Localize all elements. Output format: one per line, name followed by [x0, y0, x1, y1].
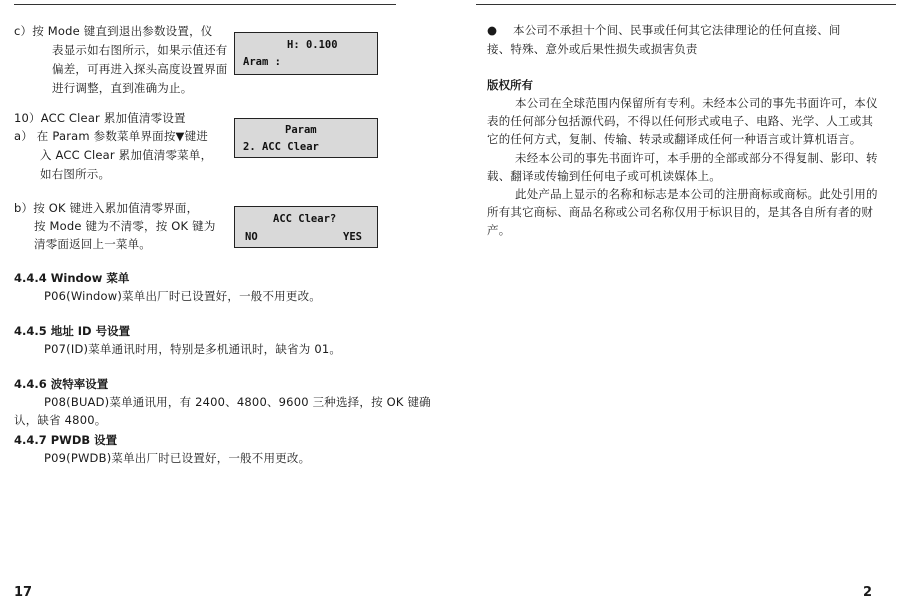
lcd-line-1: ACC Clear? [273, 213, 337, 225]
step-c-line-3: 偏差，可再进入探头高度设置界面 [52, 62, 228, 76]
page-number-left: 17 [14, 585, 33, 600]
section-body-445: P07(ID)菜单通讯时用，特别是多机通讯时，缺省为 01。 [44, 342, 342, 356]
step-c-line-1: c）按 Mode 键直到退出参数设置，仪 [14, 24, 213, 38]
section-heading-446: 4.4.6 波特率设置 [14, 377, 109, 391]
step-b-line-3: 清零面返回上一菜单。 [34, 237, 151, 251]
lcd-line-1: H: 0.100 [287, 39, 338, 51]
section-body-447: P09(PWDB)菜单出厂时已设置好，一般不用更改。 [44, 451, 311, 465]
copyright-para-3-line-2: 所有其它商标、商品名称或公司名称仅用于标识目的，是其各自所有者的财 [487, 205, 874, 219]
copyright-para-1-line-2: 表的任何部分包括源代码，不得以任何形式或电子、电路、光学、人工或其 [487, 114, 874, 128]
disclaimer-line-2: 接、特殊、意外或后果性损失或损害负责 [487, 42, 698, 56]
lcd-display-param [234, 118, 378, 158]
header-rule-left [14, 4, 396, 5]
section-heading-445: 4.4.5 地址 ID 号设置 [14, 324, 131, 338]
step-a-line-3: 如右图所示。 [40, 167, 111, 181]
lcd-line-2: 2. ACC Clear [243, 141, 319, 153]
step-b-line-1: b）按 OK 键进入累加值清零界面， [14, 201, 199, 215]
step-a-line-2: 入 ACC Clear 累加值清零菜单， [40, 148, 213, 162]
copyright-para-1-line-1: 本公司在全球范围内保留所有专利。未经本公司的事先书面许可，本仪 [515, 96, 878, 110]
step-b-line-2: 按 Mode 键为不清零，按 OK 键为 [34, 219, 216, 233]
section-body-446-line-2: 认，缺省 4800。 [14, 413, 107, 427]
step-a-line-1: a） 在 Param 参数菜单界面按▼键进 [14, 129, 208, 143]
lcd-yes-option: YES [343, 231, 362, 243]
disclaimer-line-1: 本公司不承担十个间、民事或任何其它法律理论的任何直接、间 [513, 23, 841, 37]
lcd-line-2: Aram : [243, 56, 281, 68]
section-heading-447: 4.4.7 PWDB 设置 [14, 433, 118, 447]
lcd-line-1: Param [285, 124, 317, 136]
lcd-display-acc-clear [234, 206, 378, 248]
section-heading-444: 4.4.4 Window 菜单 [14, 271, 130, 285]
copyright-heading: 版权所有 [487, 78, 533, 92]
copyright-para-2-line-2: 载、翻译或传输到任何电子或可机读媒体上。 [487, 169, 721, 183]
section-body-446-line-1: P08(BUAD)菜单通讯用，有 2400、4800、9600 三种选择，按 OK 键确 [44, 395, 431, 409]
step-c-line-4: 进行调整，直到准确为止。 [52, 81, 193, 95]
page-number-right: 2 [863, 585, 873, 600]
bullet-icon: ● [487, 23, 498, 37]
copyright-para-1-line-3: 它的任何方式，复制、传输、转录或翻译成任何一种语言或计算机语言。 [487, 132, 862, 146]
copyright-para-3-line-3: 产。 [487, 223, 511, 237]
lcd-no-option: NO [245, 231, 258, 243]
copyright-para-2-line-1: 未经本公司的事先书面许可，本手册的全部或部分不得复制、影印、转 [515, 151, 878, 165]
acc-clear-title: 10）ACC Clear 累加值清零设置 [14, 111, 186, 125]
lcd-display-height [234, 32, 378, 75]
copyright-para-3-line-1: 此处产品上显示的名称和标志是本公司的注册商标或商标。此处引用的 [515, 187, 878, 201]
header-rule-right [476, 4, 896, 5]
section-body-444: P06(Window)菜单出厂时已设置好，一般不用更改。 [44, 289, 321, 303]
step-c-line-2: 表显示如右图所示，如果示值还有 [52, 43, 228, 57]
